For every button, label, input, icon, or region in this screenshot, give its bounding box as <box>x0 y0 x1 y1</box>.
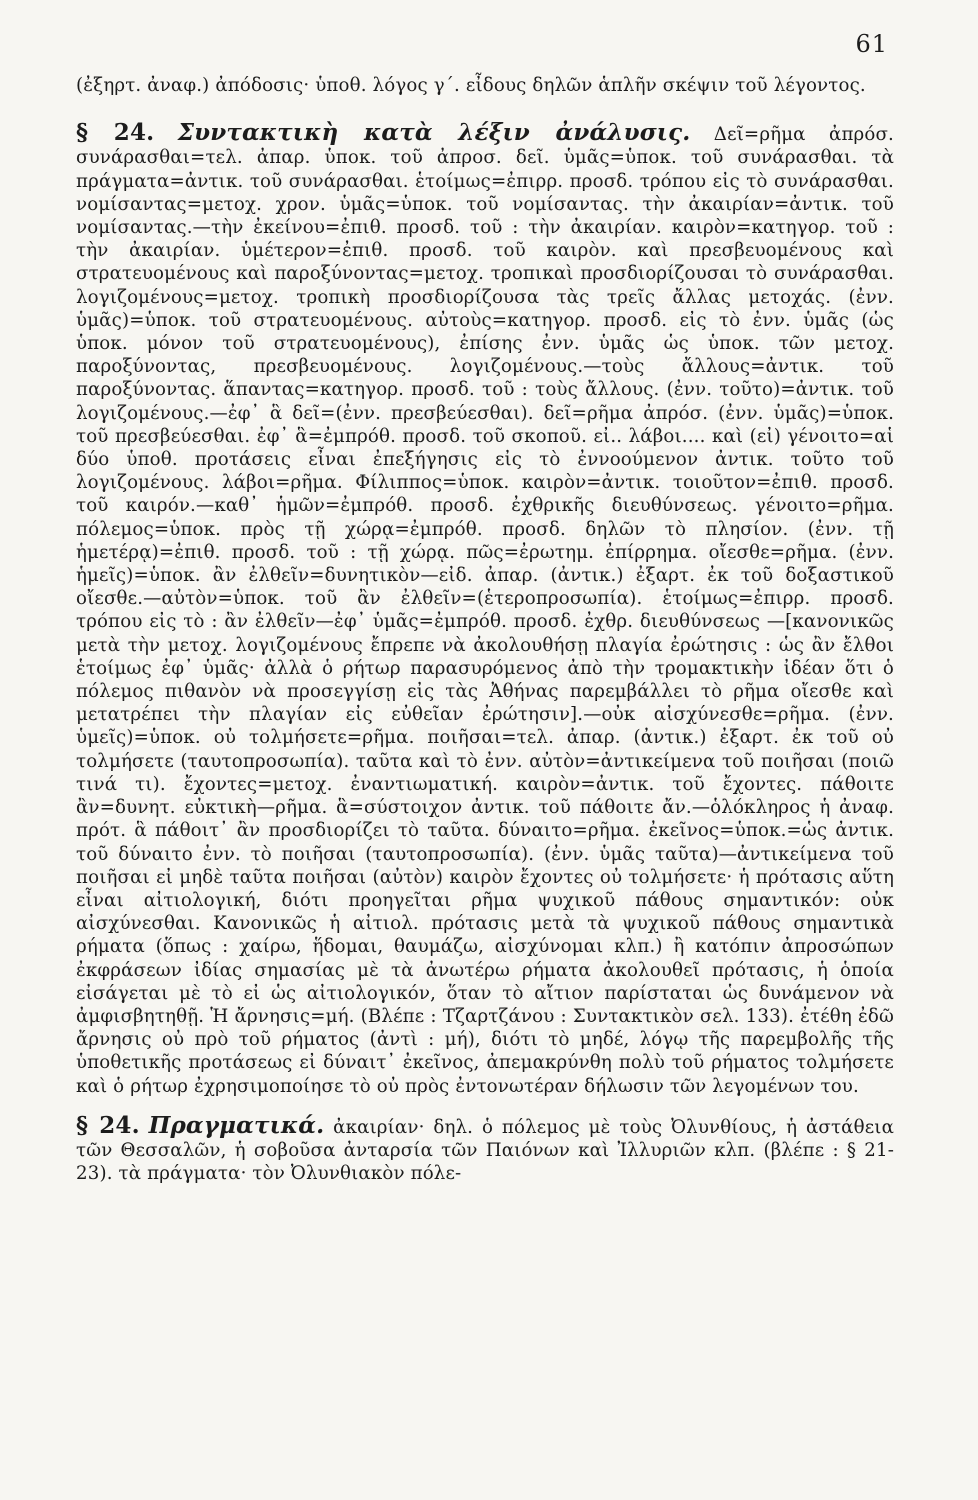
page-number: 61 <box>855 30 888 58</box>
section-marker: § 24. <box>76 1111 140 1139</box>
section-syntactic-analysis <box>76 121 894 1098</box>
section-heading: Πραγματικά. <box>148 1111 325 1139</box>
section-heading: Συντακτικὴ κατὰ λέξιν ἀνάλυσις. <box>177 119 691 147</box>
section-marker: § 24. <box>76 119 155 147</box>
section-body: Δεῖ=ρῆμα ἀπρόσ. συνάρασθαι=τελ. ἀπαρ. ὑποκ. τοῦ ἀπροσ. δεῖ. ὑμᾶς=ὑποκ. τοῦ συνάρασθαι. τὰ πράγματα=ἀντικ. τοῦ συνάρασθαι. ἑτοίμως=ἐπιρρ. προσδ. τρόπου εἰς τὸ συνάρασθαι. νομίσαντας=μετοχ. χρον. ὑμᾶς=ὑποκ. τοῦ νομίσαντας. τὴν ἀκαιρίαν=ἀντικ. τοῦ νομίσαντας.—τὴν ἐκείνου=ἐπιθ. προσδ. τοῦ : τὴν ἀκαιρίαν. καιρὸν=κατηγορ. τοῦ : τὴν ἀκαιρίαν. ὑμέτερον=ἐπιθ. προσδ. τοῦ καιρὸν. καὶ πρεσβευομένους καὶ στρατευομένους καὶ παροξύνοντας=μετοχ. τροπικαὶ προσδιορίζουσαι τὸ συνάρασθαι. λογιζομένους=μετοχ. τροπικὴ προσδιορίζουσα τὰς τρεῖς ἄλλας μετοχάς. (ἐνν. ὑμᾶς)=ὑποκ. τοῦ στρατευομένους. αὐτοὺς=κατηγορ. προσδ. εἰς τὸ ἐνν. ὑμᾶς (ὡς ὑποκ. μόνον τοῦ στρατευομένους), ἐπίσης ἐνν. ὑμᾶς ὡς ὑποκ. τῶν μετοχ. παροξύνοντας, πρεσβευομένους. λογιζομένους.—τοὺς ἄλλους=ἀντικ. τοῦ παροξύνοντας. ἅπαντας=κατηγορ. προσδ. τοῦ : τοὺς ἄλλους. (ἐνν. τοῦτο)=ἀντικ. τοῦ λογιζομένους.—ἐφ᾽ ἃ δεῖ=(ἐνν. πρεσβεύεσθαι). δεῖ=ρῆμα ἀπρόσ. (ἐνν. ὑμᾶς)=ὑποκ. τοῦ πρεσβεύεσθαι. ἐφ᾽ ἃ=ἐμπρόθ. προσδ. τοῦ σκοποῦ. εἰ.. λάβοι.... καὶ (εἰ) γένοιτο=αἱ δύο ὑποθ. προτάσεις εἶναι ἐπεξήγησις εἰς τὸ ἐννοούμενον ἀντικ. τοῦτο τοῦ λογιζομένους. λάβοι=ρῆμα. Φίλιππος=ὑποκ. καιρὸν=ἀντικ. τοιοῦτον=ἐπιθ. προσδ. τοῦ καιρόν.—καθ᾽ ἡμῶν=ἐμπρόθ. προσδ. ἐχθρικῆς διευθύνσεως. γένοιτο=ρῆμα. πόλεμος=ὑποκ. πρὸς τῇ χώρᾳ=ἐμπρόθ. προσδ. δηλῶν τὸ πλησίον. (ἐνν. τῇ ἡμετέρᾳ)=ἐπιθ. προσδ. τοῦ : τῇ χώρᾳ. πῶς=ἐρωτημ. ἐπίρρημα. οἴεσθε=ρῆμα. (ἐνν. ἡμεῖς)=ὑποκ. ἂν ἐλθεῖν=δυνητικὸν—εἰδ. ἀπαρ. (ἀντικ.) ἐξαρτ. ἐκ τοῦ δοξαστικοῦ οἴεσθε.—αὐτὸν=ὑποκ. τοῦ ἂν ἐλθεῖν=(ἑτεροπροσωπία). ἑτοίμως=ἐπιρρ. προσδ. τρόπου εἰς τὸ : ἂν ἐλθεῖν—ἐφ᾽ ὑμᾶς=ἐμπρόθ. προσδ. ἐχθρ. διευθύνσεως —[κανονικῶς μετὰ τὴν μετοχ. λογιζομένους ἔπρεπε νὰ ἀκολουθήσῃ πλαγία ἐρώτησις : ὡς ἂν ἔλθοι ἑτοίμως ἐφ᾽ ὑμᾶς· ἀλλὰ ὁ ρήτωρ παρασυρόμενος ἀπὸ τὴν τρομακτικὴν ἰδέαν ὅτι ὁ πόλεμος πιθανὸν νὰ προσεγγίσῃ εἰς τὰς Ἀθήνας παρεμβάλλει τὸ ρῆμα οἴεσθε καὶ μετατρέπει τὴν πλαγίαν εἰς εὐθεῖαν ἐρώτησιν].—οὐκ αἰσχύνεσθε=ρῆμα. (ἐνν. ὑμεῖς)=ὑποκ. οὐ τολμήσετε=ρῆμα. ποιῆσαι=τελ. ἀπαρ. (ἀντικ.) ἐξαρτ. ἐκ τοῦ οὐ τολμήσετε (ταυτοπροσωπία). ταῦτα καὶ τὸ ἐνν. αὐτὸν=ἀντικείμενα τοῦ ποιῆσαι (ποιῶ τινά τι). ἔχοντες=μετοχ. ἐναντιωματική. καιρὸν=ἀντικ. τοῦ ἔχοντες. πάθοιτε ἂν=δυνητ. εὐκτικὴ—ρῆμα. ἃ=σύστοιχον ἀντικ. τοῦ πάθοιτε ἄν.—ὁλόκληρος ἡ ἀναφ. πρότ. ἃ πάθοιτ᾽ ἂν προσδιορίζει τὸ ταῦτα. δύναιτο=ρῆμα. ἐκεῖνος=ὑποκ.=ὡς ἀντικ. τοῦ δύναιτο ἐνν. τὸ ποιῆσαι (ταυτοπροσωπία). (ἐνν. ὑμᾶς ταῦτα)—ἀντικείμενα τοῦ ποιῆσαι εἰ μηδὲ ταῦτα ποιῆσαι (αὐτὸν) καιρὸν ἔχοντες οὐ τολμήσετε· ἡ πρότασις αὕτη εἶναι αἰτιολογική, διότι προηγεῖται ρῆμα ψυχικοῦ πάθους σημαντικόν: οὐκ αἰσχύνεσθαι. Κανονικῶς ἡ αἰτιολ. πρότασις μετὰ τὰ ψυχικοῦ πάθους σημαντικὰ ρήματα (ὅπως : χαίρω, ἥδομαι, θαυμάζω, αἰσχύνομαι κλπ.) ἢ κατόπιν ἀπροσώπων ἐκφράσεων ἰδίας σημασίας μὲ τὰ ἀνωτέρω ρήματα ἀκολουθεῖ πρότασις, ἡ ὁποία εἰσάγεται μὲ τὸ εἰ ὡς αἰτιολογικόν, ὅταν τὸ αἴτιον παρίσταται ὡς δυνάμενον νὰ ἀμφισβητηθῇ. Ἡ ἄρνησις=μή. (Βλέπε : Τζαρτζάνου : Συντακτικὸν σελ. 133). ἐτέθη ἐδῶ ἄρνησις οὐ πρὸ τοῦ ρήματος (ἀντὶ : μή), διότι τὸ μηδέ, λόγῳ τῆς παρεμβολῆς τῆς ὑποθετικῆς προτάσεως εἰ δύναιτ᾽ ἐκεῖνος, ἀπεμακρύνθη πολὺ τοῦ ρήματος τολμήσετε καὶ ὁ ρήτωρ ἐχρησιμοποίησε τὸ οὐ πρὸς ἐντονωτέραν δήλωσιν τῶν λεγομένων του. <box>76 124 894 1097</box>
text-block <box>76 74 894 1185</box>
section-factual-notes <box>76 1111 895 1186</box>
intro-paragraph: (ἐξηρτ. ἀναφ.) ἀπόδοσις· ὑποθ. λόγος γ΄. εἶδους δηλῶν ἁπλῆν σκέψιν τοῦ λέγοντος. <box>76 75 866 96</box>
section-body: ἀκαιρίαν· δηλ. ὁ πόλεμος μὲ τοὺς Ὀλυνθίους, ἡ ἀστάθεια τῶν Θεσσαλῶν, ἡ σοβοῦσα ἀνταρσία τῶν Παιόνων καὶ Ἰλλυριῶν κλπ. (βλέπε : § 21-23). τὰ πράγματα· τὸν Ὀλυνθιακὸν πόλε- <box>76 1116 895 1185</box>
